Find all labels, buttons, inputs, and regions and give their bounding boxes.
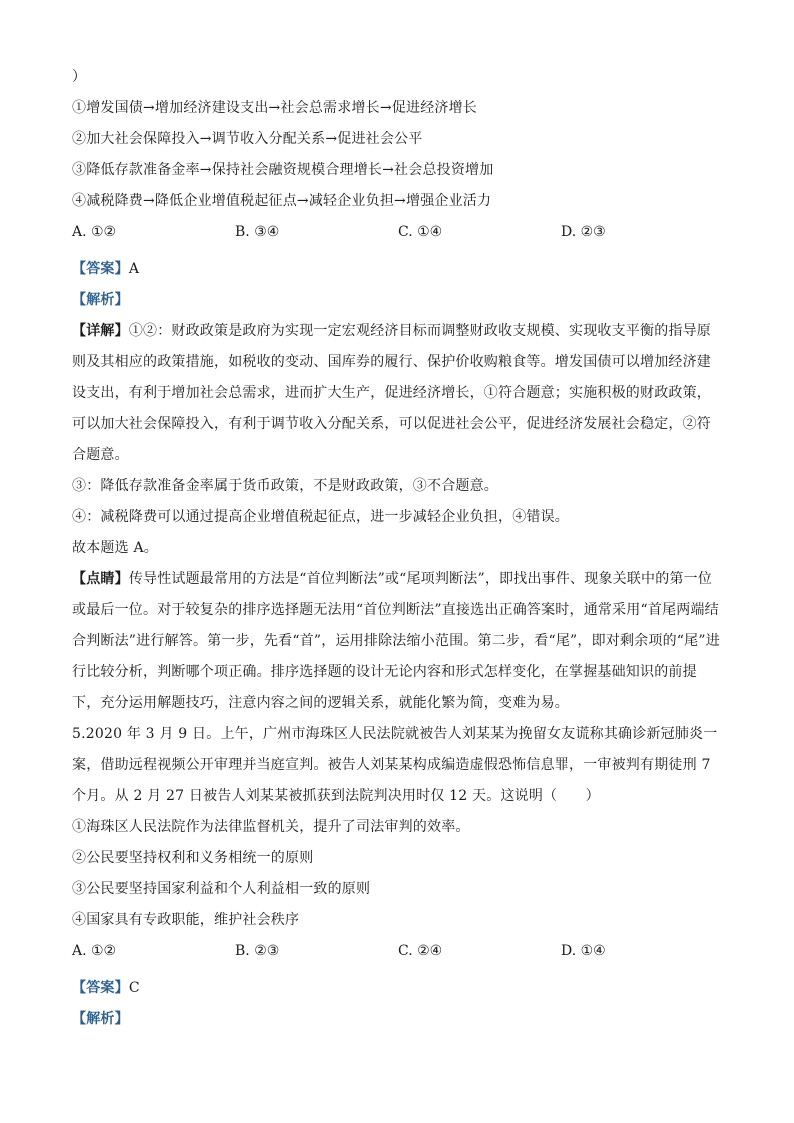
q4-item-1: ①增发国债→增加经济建设支出→社会总需求增长→促进经济增长 xyxy=(72,100,477,116)
q5-analysis-heading xyxy=(72,1004,724,1035)
q5-option-a: A. ①② xyxy=(72,943,117,959)
q4-answer-value: A xyxy=(128,261,140,277)
q4-option-a: A. ①② xyxy=(72,224,117,240)
q4-stem-tail: ） xyxy=(72,69,87,85)
q4-analysis-heading xyxy=(72,285,724,316)
q5-answer-label: 【答案】 xyxy=(72,980,129,996)
q5-option-b: B. ②③ xyxy=(235,943,280,959)
q4-detail-3: ③：降低存款准备金率属于货币政策，不是财政政策，③不合题意。 xyxy=(72,478,498,494)
q5-option-d: D. ①④ xyxy=(561,943,606,959)
q5-analysis-label: 【解析】 xyxy=(72,1011,129,1027)
q4-item-4: ④减税降费→降低企业增值税起征点→减轻企业负担→增强企业活力 xyxy=(72,193,492,209)
q4-detail-text: ①②：财政政策是政府为实现一定宏观经济目标而调整财政收支规模、实现收支平衡的指导原则及其相应的政策措施，如税收的变动、国库券的履行、保护价收购粮食等。增发国债可以增加经济建设支出，有利于增加社会总需求，进而扩大生产，促进经济增长，①符合题意；实施积极的财政政策，可以加大社会保障投入，有利于调节收入分配关系，可以促进社会公平，促进经济发展社会稳定，②符合题意。 xyxy=(72,323,712,463)
q5-item-4: ④国家具有专政职能，维护社会秩序 xyxy=(72,912,300,928)
q4-option-d: D. ②③ xyxy=(561,224,606,240)
q5-answer-value: C xyxy=(128,980,140,996)
q4-answer-label: 【答案】 xyxy=(72,261,129,277)
q5-answer xyxy=(72,973,724,1004)
q4-conclusion: 故本题选 A。 xyxy=(72,540,158,556)
q5-item-3: ③公民要坚持国家利益和个人利益相一致的原则 xyxy=(72,881,371,897)
q4-item-3: ③降低存款准备金率→保持社会融资规模合理增长→社会总投资增加 xyxy=(72,162,494,178)
q4-options xyxy=(72,217,724,248)
q5-option-c: C. ②④ xyxy=(398,943,443,959)
q5-item-1: ①海珠区人民法院作为法律监督机关，提升了司法审判的效率。 xyxy=(72,819,470,835)
q4-option-b: B. ③④ xyxy=(235,224,280,240)
q4-analysis-label: 【解析】 xyxy=(72,292,129,308)
q5-item-2: ②公民要坚持权利和义务相统一的原则 xyxy=(72,850,314,866)
q4-detail-label: 【详解】 xyxy=(72,323,129,339)
q4-tip-label: 【点睛】 xyxy=(72,571,129,587)
q4-tip xyxy=(72,564,724,719)
q4-answer xyxy=(72,254,724,285)
q4-detail-4: ④：减税降费可以通过提高企业增值税起征点，进一步减轻企业负担，④错误。 xyxy=(72,509,569,525)
q4-detail xyxy=(72,316,724,471)
q5-options xyxy=(72,936,724,967)
q4-tip-text: 传导性试题最常用的方法是“首位判断法”或“尾项判断法”，即找出事件、现象关联中的第一位或最后一位。对于较复杂的排序选择题无法用“首位判断法”直接选出正确答案时，通常采用“首尾两端结合判断法”进行解答。第一步，先看“首”，运用排除法缩小范围。第二步，看“尾”，即对剩余项的“尾”进行比较分析，判断哪个项正确。排序选择题的设计无论内容和形式怎样变化，在掌握基础知识的前提下，充分运用解题技巧，注意内容之间的逻辑关系，就能化繁为简，变难为易。 xyxy=(72,571,720,711)
q5-stem: 5.2020 年 3 月 9 日。上午，广州市海珠区人民法院就被告人刘某某为挽留女友谎称其确诊新冠肺炎一案，借助远程视频公开审理并当庭宣判。被告人刘某某构成编造虚假恐怖信息罪，一审被判有期徒刑 7 个月。从 2 月 27 日被告人刘某某被抓获到法院判决用时仅 12 天。这说明（ ） xyxy=(72,726,718,804)
q4-item-2: ②加大社会保障投入→调节收入分配关系→促进社会公平 xyxy=(72,131,423,147)
q4-option-c: C. ①④ xyxy=(398,224,443,240)
